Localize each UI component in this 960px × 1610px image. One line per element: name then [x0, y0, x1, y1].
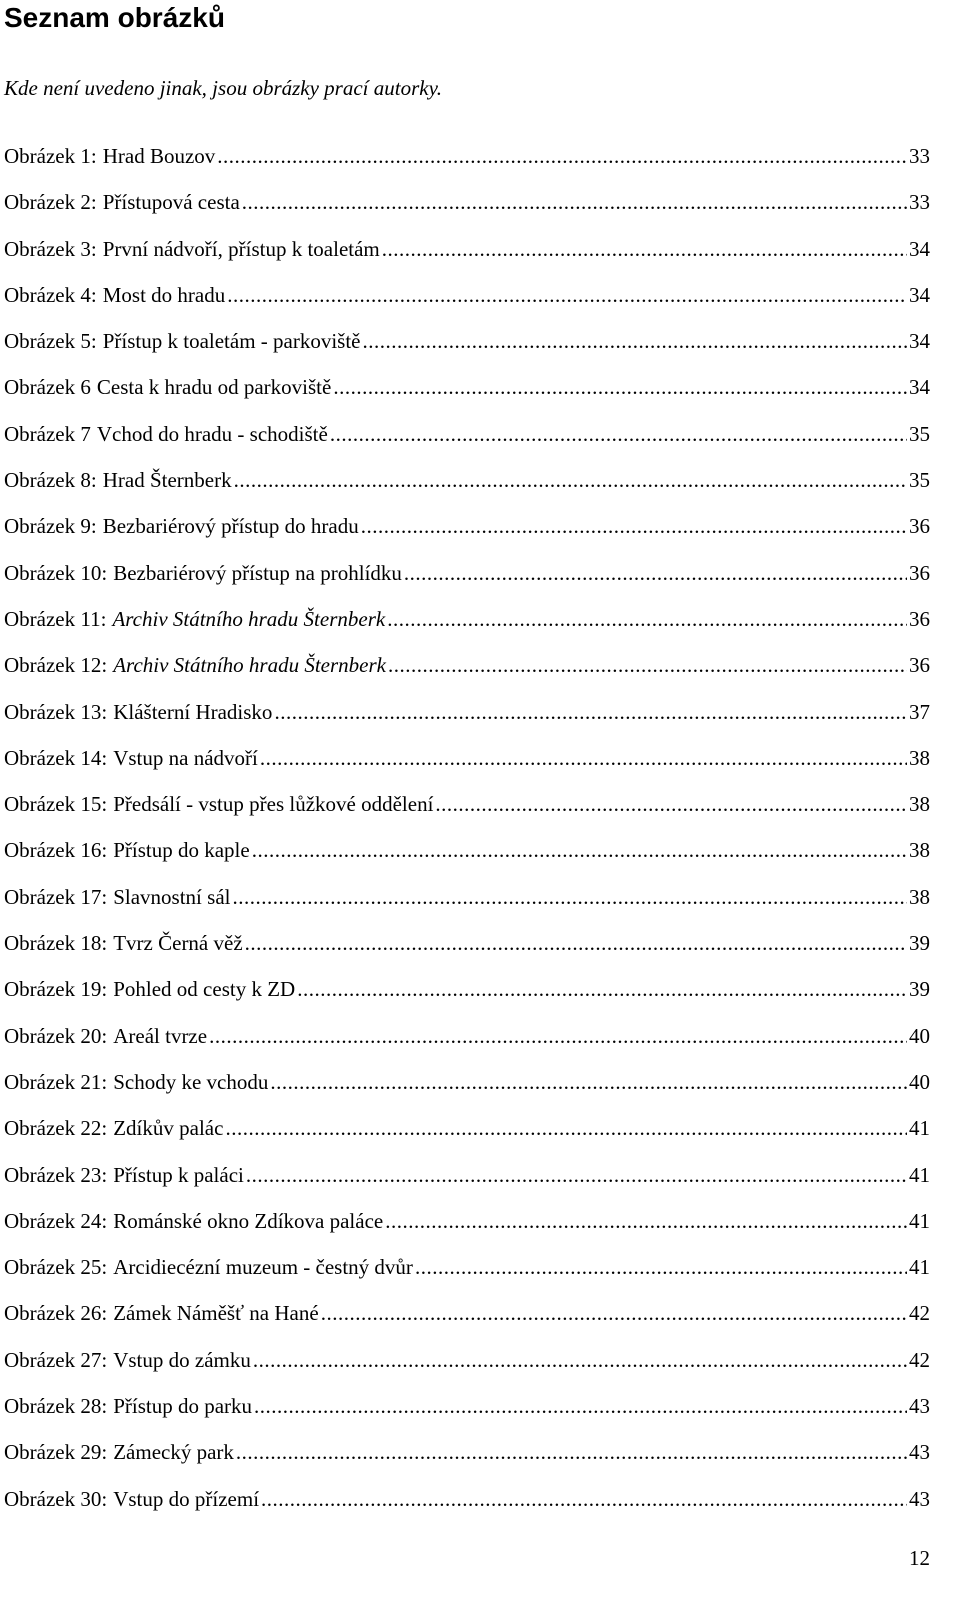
figure-label: Obrázek 10:	[4, 560, 108, 585]
figure-title: Přístupová cesta	[102, 190, 240, 215]
figure-entry[interactable]	[4, 744, 930, 790]
figure-label: Obrázek 23:	[4, 1162, 108, 1187]
figure-label: Obrázek 27:	[4, 1347, 108, 1372]
dot-leader	[261, 1485, 907, 1513]
figure-page-number: 43	[909, 1486, 930, 1511]
figure-entry[interactable]	[4, 1299, 930, 1345]
figure-entry[interactable]	[4, 1114, 930, 1160]
figure-page-number: 39	[909, 931, 930, 956]
dot-leader	[297, 975, 907, 1003]
figure-entry[interactable]	[4, 466, 930, 512]
figure-title: Bezbariérový přístup na prohlídku	[113, 560, 402, 585]
figure-title: Zámecký park	[113, 1440, 234, 1465]
dot-leader	[245, 929, 907, 957]
figure-label: Obrázek 1:	[4, 144, 97, 168]
figure-title: Archiv Státního hradu Šternberk	[112, 606, 386, 631]
figure-page-number: 33	[909, 144, 930, 168]
dot-leader	[404, 559, 907, 587]
figure-label: Obrázek 16:	[4, 838, 108, 863]
figure-page-number: 36	[909, 560, 930, 585]
dot-leader	[363, 327, 907, 355]
figure-entry[interactable]	[4, 1068, 930, 1114]
figure-label: Obrázek 5:	[4, 329, 97, 354]
figure-entry[interactable]	[4, 373, 930, 419]
figure-label: Obrázek 2:	[4, 190, 97, 215]
figure-page-number: 35	[909, 468, 930, 493]
figure-entry[interactable]	[4, 1485, 930, 1531]
dot-leader	[333, 373, 907, 401]
figure-label: Obrázek 9:	[4, 514, 97, 539]
figure-entry[interactable]	[4, 836, 930, 882]
figure-page-number: 38	[909, 792, 930, 817]
figure-label: Obrázek 4:	[4, 282, 97, 307]
dot-leader	[242, 188, 907, 216]
figure-label: Obrázek 14:	[4, 745, 108, 770]
figure-label: Obrázek 13:	[4, 699, 108, 724]
page-number: 12	[909, 1546, 930, 1570]
figure-entry[interactable]	[4, 420, 930, 466]
dot-leader	[274, 698, 907, 726]
figure-label: Obrázek 8:	[4, 468, 97, 493]
figure-title: Románské okno Zdíkova paláce	[113, 1208, 384, 1233]
figure-title: Schody ke vchodu	[113, 1069, 269, 1094]
intro-note: Kde není uvedeno jinak, jsou obrázky prací autorky.	[4, 76, 442, 100]
figure-page-number: 42	[909, 1301, 930, 1326]
figure-label: Obrázek 12:	[4, 653, 108, 678]
figure-entry[interactable]	[4, 142, 930, 188]
figure-entry[interactable]	[4, 975, 930, 1021]
figure-page-number: 36	[909, 606, 930, 631]
figure-entry[interactable]	[4, 929, 930, 975]
figure-page-number: 41	[909, 1208, 930, 1233]
figure-entry[interactable]	[4, 651, 930, 697]
figure-title: Arcidiecézní muzeum - čestný dvůr	[113, 1255, 413, 1280]
figure-label: Obrázek 25:	[4, 1255, 108, 1280]
dot-leader	[382, 235, 907, 263]
dot-leader	[246, 1161, 907, 1189]
figure-title: Hrad Bouzov	[102, 144, 216, 168]
figure-page-number: 41	[909, 1162, 930, 1187]
figure-entry[interactable]	[4, 235, 930, 281]
figure-label: Obrázek 7	[4, 421, 91, 446]
figure-label: Obrázek 29:	[4, 1440, 108, 1465]
figure-page-number: 34	[909, 236, 930, 261]
dot-leader	[385, 1207, 907, 1235]
dot-leader	[236, 1438, 907, 1466]
figure-entry[interactable]	[4, 605, 930, 651]
figure-label: Obrázek 17:	[4, 884, 108, 909]
figure-page-number: 42	[909, 1347, 930, 1372]
figure-entry[interactable]	[4, 1392, 930, 1438]
figure-page-number: 43	[909, 1440, 930, 1465]
figure-entry[interactable]	[4, 1022, 930, 1068]
figure-page-number: 40	[909, 1023, 930, 1048]
dot-leader	[388, 651, 907, 679]
figure-label: Obrázek 22:	[4, 1116, 108, 1141]
figure-page-number: 38	[909, 838, 930, 863]
figure-entry[interactable]	[4, 188, 930, 234]
figure-entry[interactable]	[4, 790, 930, 836]
dot-leader	[330, 420, 907, 448]
figure-label: Obrázek 18:	[4, 931, 108, 956]
figure-title: Přístup k paláci	[113, 1162, 244, 1187]
figure-label: Obrázek 24:	[4, 1208, 108, 1233]
figure-entry[interactable]	[4, 1253, 930, 1299]
figure-entry[interactable]	[4, 559, 930, 605]
dot-leader	[435, 790, 907, 818]
figure-title: Vstup do přízemí	[113, 1486, 260, 1511]
dot-leader	[387, 605, 907, 633]
figure-title: Hrad Šternberk	[102, 468, 232, 493]
figure-label: Obrázek 28:	[4, 1394, 108, 1419]
figure-label: Obrázek 15:	[4, 792, 108, 817]
figure-page-number: 38	[909, 884, 930, 909]
figure-title: Slavnostní sál	[113, 884, 231, 909]
figure-title: Tvrz Černá věž	[113, 931, 243, 956]
dot-leader	[253, 1346, 907, 1374]
dot-leader	[234, 466, 907, 494]
figure-page-number: 37	[909, 699, 930, 724]
figure-label: Obrázek 19:	[4, 977, 108, 1002]
figure-title: První nádvoří, přístup k toaletám	[102, 236, 380, 261]
figure-entry[interactable]	[4, 1438, 930, 1484]
figure-page-number: 41	[909, 1116, 930, 1141]
page-title: Seznam obrázků	[4, 2, 225, 33]
dot-leader	[252, 836, 907, 864]
figure-title: Cesta k hradu od parkoviště	[96, 375, 332, 400]
figure-label: Obrázek 20:	[4, 1023, 108, 1048]
dot-leader	[227, 281, 907, 309]
figure-entry[interactable]	[4, 1346, 930, 1392]
dot-leader	[225, 1114, 907, 1142]
figure-label: Obrázek 6	[4, 375, 91, 400]
figure-page-number: 34	[909, 375, 930, 400]
figure-entry[interactable]	[4, 883, 930, 929]
figure-label: Obrázek 11:	[4, 606, 107, 631]
figure-title: Most do hradu	[102, 282, 226, 307]
dot-leader	[254, 1392, 907, 1420]
figure-page-number: 41	[909, 1255, 930, 1280]
figure-page-number: 40	[909, 1069, 930, 1094]
figure-page-number: 34	[909, 282, 930, 307]
figure-title: Předsálí - vstup přes lůžkové oddělení	[113, 792, 434, 817]
figure-label: Obrázek 3:	[4, 236, 97, 261]
dot-leader	[361, 512, 907, 540]
figure-entry[interactable]	[4, 327, 930, 373]
dot-leader	[217, 142, 907, 170]
figure-title: Archiv Státního hradu Šternberk	[113, 653, 386, 678]
dot-leader	[209, 1022, 907, 1050]
figure-title: Vchod do hradu - schodiště	[96, 421, 328, 446]
figure-title: Bezbariérový přístup do hradu	[102, 514, 359, 539]
figure-title: Zámek Náměšť na Hané	[113, 1301, 319, 1326]
figure-title: Areál tvrze	[113, 1023, 208, 1048]
figure-title: Vstup na nádvoří	[113, 745, 258, 770]
figure-page-number: 36	[909, 514, 930, 539]
dot-leader	[260, 744, 907, 772]
figure-page-number: 33	[909, 190, 930, 215]
figure-page-number: 38	[909, 745, 930, 770]
figure-page-number: 43	[909, 1394, 930, 1419]
figure-title: Zdíkův palác	[113, 1116, 224, 1141]
dot-leader	[321, 1299, 907, 1327]
figure-page-number: 39	[909, 977, 930, 1002]
dot-leader	[415, 1253, 907, 1281]
figure-title: Vstup do zámku	[113, 1347, 251, 1372]
figure-title: Přístup k toaletám - parkoviště	[102, 329, 361, 354]
figure-list	[4, 142, 930, 1531]
figure-page-number: 36	[909, 653, 930, 678]
figure-entry[interactable]	[4, 1207, 930, 1253]
figure-entry[interactable]	[4, 281, 930, 327]
figure-label: Obrázek 26:	[4, 1301, 108, 1326]
figure-entry[interactable]	[4, 512, 930, 558]
figure-title: Přístup do parku	[113, 1394, 253, 1419]
figure-title: Pohled od cesty k ZD	[113, 977, 296, 1002]
figure-entry[interactable]	[4, 1161, 930, 1207]
figure-title: Přístup do kaple	[113, 838, 250, 863]
figure-title: Klášterní Hradisko	[113, 699, 273, 724]
figure-label: Obrázek 21:	[4, 1069, 108, 1094]
figure-page-number: 35	[909, 421, 930, 446]
figure-page-number: 34	[909, 329, 930, 354]
figure-entry[interactable]	[4, 698, 930, 744]
figure-label: Obrázek 30:	[4, 1486, 108, 1511]
dot-leader	[232, 883, 907, 911]
dot-leader	[270, 1068, 907, 1096]
